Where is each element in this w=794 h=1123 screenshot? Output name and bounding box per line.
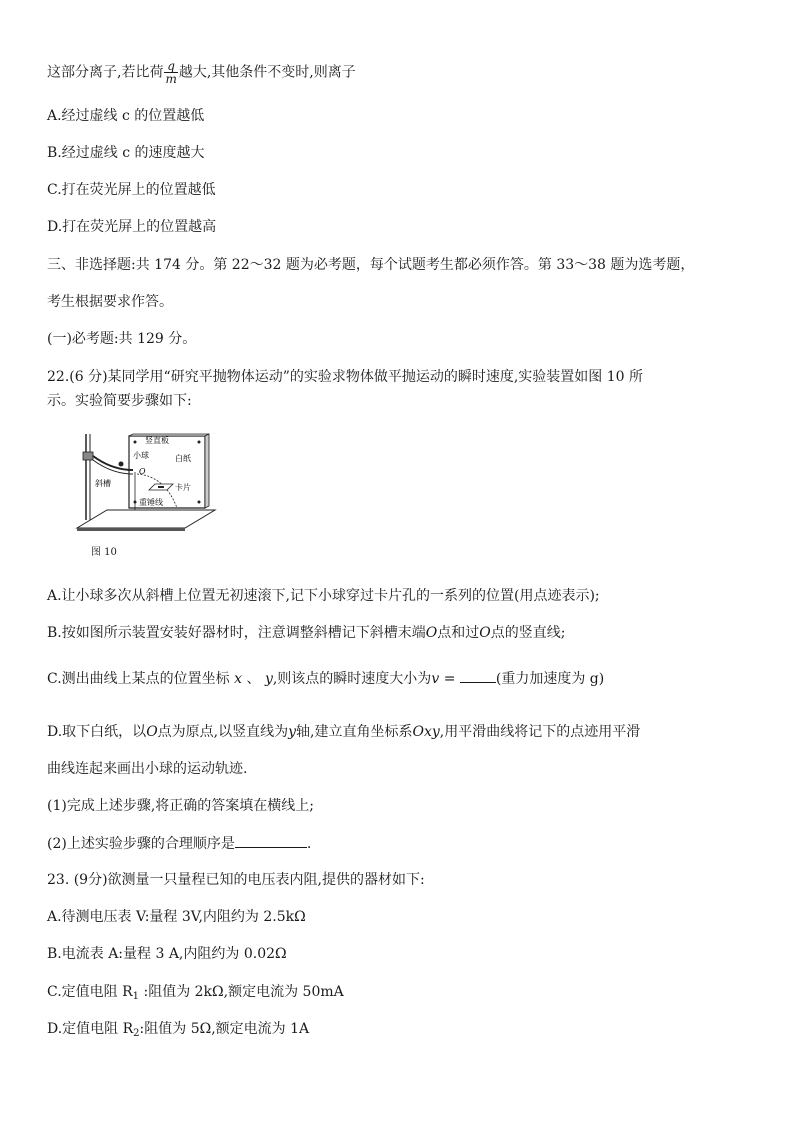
item-d-text-2: :阻值为 5Ω,额定电流为 1A xyxy=(139,1021,310,1037)
q22-step-d-line2: 曲线连起来画出小球的运动轨迹. xyxy=(47,761,248,777)
item-d-text-1: D.定值电阻 R xyxy=(47,1021,134,1037)
q23-item-c xyxy=(47,982,344,1007)
label-card: 卡片 xyxy=(175,483,191,492)
step-d-text-1: D.取下白纸，以 xyxy=(47,724,147,740)
board-top-edge xyxy=(129,434,209,436)
item-c-text-1: C.定值电阻 R xyxy=(47,984,133,1000)
q22-step-c xyxy=(47,668,604,689)
velocity-answer-blank[interactable] xyxy=(460,668,496,683)
label-origin-o: O xyxy=(139,467,146,476)
sub2-text: (2)上述实验步骤的合理顺序是 xyxy=(47,836,235,852)
intro-text-before: 这部分离子,若比荷 xyxy=(47,64,164,81)
intro-text-after: 越大,其他条件不变时,则离子 xyxy=(178,64,356,81)
ball-icon xyxy=(119,462,124,467)
section3-heading-line1: 三、非选择题:共 174 分。第 22～32 题为必考题，每个试题考生都必须作答。第 33～38 题为选考题， xyxy=(47,257,695,273)
charge-mass-ratio-fraction xyxy=(164,60,177,85)
item-c-text-2: :阻值为 2kΩ,额定电流为 50mA xyxy=(139,984,344,1000)
fraction-denominator: m xyxy=(165,72,177,86)
base-plate xyxy=(77,510,215,528)
q22-stem-line2: 示。实验简要步骤如下: xyxy=(47,393,192,409)
q22-step-d-line1 xyxy=(47,722,640,742)
q22-sub1: (1)完成上述步骤,将正确的答案填在横线上; xyxy=(47,798,314,814)
board-pin-icon xyxy=(134,441,137,444)
required-questions-heading: (一)必考题:共 129 分。 xyxy=(47,331,197,347)
step-c-symbol-y: y xyxy=(264,671,273,687)
figure-caption: 图 10 xyxy=(91,547,117,558)
step-b-text-1: B.按如图所示装置安装好器材时，注意调整斜槽记下斜槽末端 xyxy=(47,625,426,641)
option-d: D.打在荧光屏上的位置越高 xyxy=(47,219,217,235)
step-d-symbol-y: y xyxy=(288,724,297,740)
q22-sub2 xyxy=(47,833,311,854)
board-pin-icon xyxy=(198,441,201,444)
step-d-text-2: 点为原点,以竖直线为 xyxy=(157,724,289,740)
step-c-symbol-x: x xyxy=(234,671,243,687)
q22-stem-line1: 22.(6 分)某同学用“研究平抛物体运动”的实验求物体做平抛运动的瞬时速度,实验装置如图 10 所 xyxy=(47,369,644,385)
label-ball: 小球 xyxy=(133,451,149,460)
order-answer-blank[interactable] xyxy=(235,833,307,848)
q23-item-d xyxy=(47,1019,309,1044)
option-a: A.经过虚线 c 的位置越低 xyxy=(47,108,205,124)
step-c-text-3: (重力加速度为 g) xyxy=(495,671,605,687)
apparatus-figure xyxy=(57,428,217,536)
step-b-text-3: 点的竖直线; xyxy=(490,625,566,641)
q23-item-a: A.待测电压表 V:量程 3V,内阻约为 2.5kΩ xyxy=(47,909,306,925)
option-b: B.经过虚线 c 的速度越大 xyxy=(47,145,205,161)
label-plumb-line: 重锤线 xyxy=(139,498,163,507)
step-c-equals: = xyxy=(443,671,456,687)
stand-clamp xyxy=(83,452,93,460)
step-c-symbol-v: v xyxy=(431,671,440,687)
step-d-text-4: ,用平滑曲线将记下的点迹用平滑 xyxy=(439,724,641,740)
step-b-symbol-o: O xyxy=(479,625,491,641)
chute-track xyxy=(93,456,133,470)
step-c-separator: 、 xyxy=(246,671,261,687)
fraction-numerator: q xyxy=(164,60,177,73)
section3-heading-line2: 考生根据要求作答。 xyxy=(47,294,173,310)
q23-item-b: B.电流表 A:量程 3 A,内阻约为 0.02Ω xyxy=(47,946,287,962)
base-plate-edge xyxy=(77,528,185,531)
board-pin-icon xyxy=(198,501,201,504)
intro-line xyxy=(47,60,356,85)
item-c-subscript: 1 xyxy=(132,991,140,1002)
label-vertical-board: 竖直板 xyxy=(145,436,169,445)
card-hole xyxy=(158,486,164,488)
item-d-subscript: 2 xyxy=(133,1028,140,1039)
board-side-edge xyxy=(205,434,209,508)
step-d-text-3: 轴,建立直角坐标系 xyxy=(296,724,413,740)
q22-step-b xyxy=(47,623,565,643)
step-d-symbol-oxy: Oxy xyxy=(412,724,440,740)
q23-stem: 23. (9分)欲测量一只量程已知的电压表内阻,提供的器材如下: xyxy=(47,872,425,888)
label-white-paper: 白纸 xyxy=(175,454,191,463)
step-b-symbol-o: O xyxy=(425,625,438,641)
q22-step-a: A.让小球多次从斜槽上位置无初速滚下,记下小球穿过卡片孔的一系列的位置(用点迹表示); xyxy=(47,588,600,604)
step-c-text-2: ,则该点的瞬时速度大小为 xyxy=(272,671,432,687)
step-d-symbol-o: O xyxy=(146,724,158,740)
step-b-text-2: 点和过 xyxy=(437,625,480,641)
sub2-period: . xyxy=(306,836,312,852)
option-c: C.打在荧光屏上的位置越低 xyxy=(47,182,216,198)
label-chute: 斜槽 xyxy=(95,479,111,488)
step-c-text-1: C.测出曲线上某点的位置坐标 xyxy=(47,671,230,687)
